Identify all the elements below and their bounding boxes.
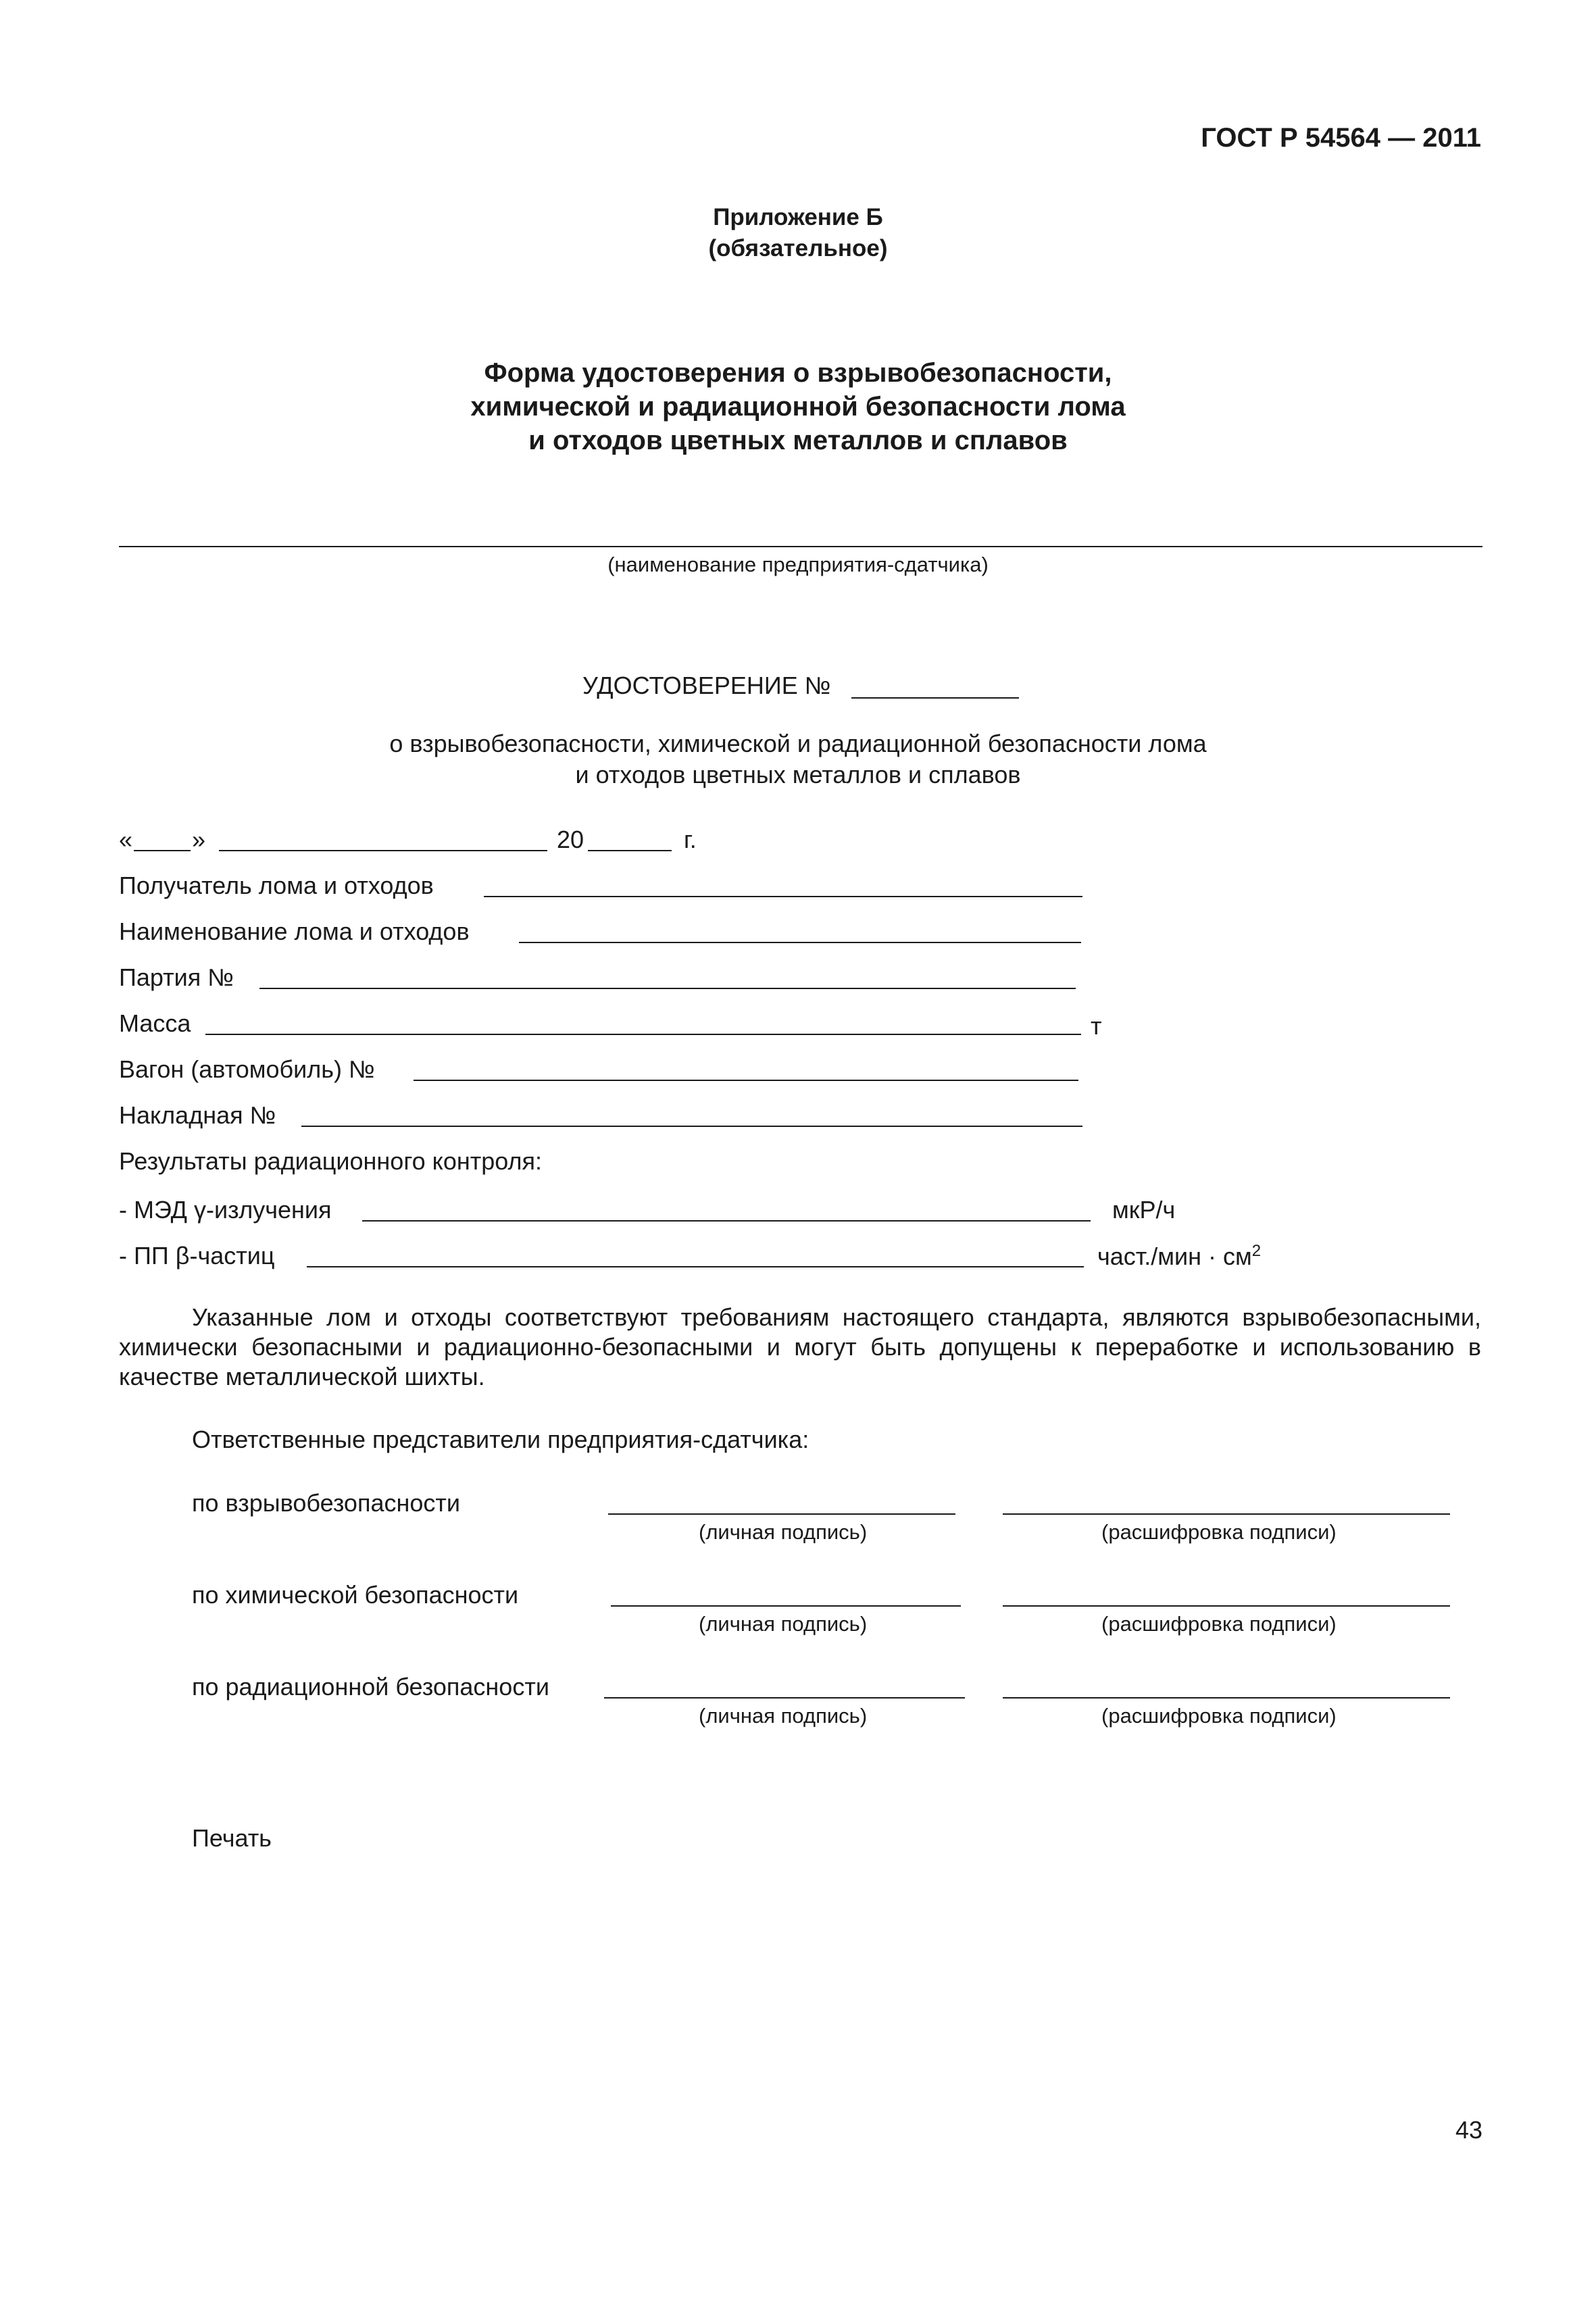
rep-chemical-label: по химической безопасности xyxy=(192,1581,519,1609)
rep-radiation-decoding-line[interactable] xyxy=(1003,1697,1450,1699)
page-number: 43 xyxy=(1455,2116,1482,2144)
rep-chemical-decoding-caption: (расшифровка подписи) xyxy=(1101,1612,1337,1636)
scrap-name-line[interactable] xyxy=(519,942,1081,943)
form-title-line-1: Форма удостоверения о взрывобезопасности, xyxy=(484,358,1112,388)
wagon-label: Вагон (автомобиль) № xyxy=(119,1055,375,1083)
certificate-number-line[interactable] xyxy=(851,697,1019,699)
standard-number: ГОСТ Р 54564 — 2011 xyxy=(1201,123,1481,153)
recipient-label: Получатель лома и отходов xyxy=(119,872,434,899)
med-gamma-label: - МЭД γ-излучения xyxy=(119,1196,332,1224)
date-month-line[interactable] xyxy=(219,850,547,851)
date-year-prefix: 20 xyxy=(557,826,584,853)
med-gamma-unit: мкР/ч xyxy=(1112,1196,1176,1224)
pp-beta-unit-exponent: 2 xyxy=(1251,1242,1262,1260)
rep-explosion-signature-caption: (личная подпись) xyxy=(699,1520,868,1544)
enterprise-caption: (наименование предприятия-сдатчика) xyxy=(607,553,989,576)
representatives-title: Ответственные представители предприятия-сдатчика: xyxy=(192,1426,809,1453)
recipient-line[interactable] xyxy=(484,896,1082,897)
date-year-line[interactable] xyxy=(588,850,672,851)
rep-explosion-label: по взрывобезопасности xyxy=(192,1489,460,1517)
radiation-results-label: Результаты радиационного контроля: xyxy=(119,1147,542,1175)
date-year-suffix: г. xyxy=(684,826,697,853)
med-gamma-line[interactable] xyxy=(362,1220,1091,1222)
date-open-quote: « xyxy=(119,826,133,853)
date-day-line[interactable] xyxy=(134,850,191,851)
rep-explosion-decoding-line[interactable] xyxy=(1003,1513,1450,1515)
certificate-subtitle-line-2: и отходов цветных металлов и сплавов xyxy=(575,761,1021,788)
rep-explosion-decoding-caption: (расшифровка подписи) xyxy=(1101,1520,1337,1544)
rep-explosion-signature-line[interactable] xyxy=(608,1513,955,1515)
rep-radiation-decoding-caption: (расшифровка подписи) xyxy=(1101,1704,1337,1728)
waybill-label: Накладная № xyxy=(119,1101,276,1129)
wagon-line[interactable] xyxy=(414,1080,1078,1081)
rep-radiation-label: по радиационной безопасности xyxy=(192,1673,549,1701)
rep-chemical-signature-caption: (личная подпись) xyxy=(699,1612,868,1636)
date-close-quote: » xyxy=(192,826,206,853)
appendix-title: Приложение Б xyxy=(713,204,883,230)
stamp-label: Печать xyxy=(192,1824,272,1852)
pp-beta-unit-text: част./мин · см xyxy=(1097,1242,1252,1270)
rep-chemical-decoding-line[interactable] xyxy=(1003,1605,1450,1607)
mass-line[interactable] xyxy=(205,1034,1081,1035)
rep-chemical-signature-line[interactable] xyxy=(611,1605,961,1607)
batch-label: Партия № xyxy=(119,963,234,991)
pp-beta-line[interactable] xyxy=(307,1266,1084,1267)
form-title-line-2: химической и радиационной безопасности лома xyxy=(470,392,1126,422)
form-title-line-3: и отходов цветных металлов и сплавов xyxy=(528,426,1068,455)
waybill-line[interactable] xyxy=(301,1126,1082,1127)
scrap-name-label: Наименование лома и отходов xyxy=(119,917,470,945)
batch-line[interactable] xyxy=(259,988,1076,989)
pp-beta-label: - ПП β-частиц xyxy=(119,1242,275,1269)
certificate-heading: УДОСТОВЕРЕНИЕ № xyxy=(582,672,831,699)
appendix-status: (обязательное) xyxy=(708,235,888,261)
enterprise-name-line[interactable] xyxy=(119,546,1482,547)
mass-unit: т xyxy=(1091,1012,1102,1040)
certificate-subtitle-line-1: о взрывобезопасности, химической и радиационной безопасности лома xyxy=(389,730,1207,757)
pp-beta-unit xyxy=(1097,1242,1261,1271)
mass-label: Масса xyxy=(119,1009,191,1037)
rep-radiation-signature-line[interactable] xyxy=(604,1697,965,1699)
conformity-statement: Указанные лом и отходы соответствуют требованиям настоящего стандарта, являются взрывобезопасными, химически безопасными и радиационно-безопасными и могут быть допущены к переработке и использованию в качестве металлической шихты. xyxy=(119,1303,1481,1390)
rep-radiation-signature-caption: (личная подпись) xyxy=(699,1704,868,1728)
